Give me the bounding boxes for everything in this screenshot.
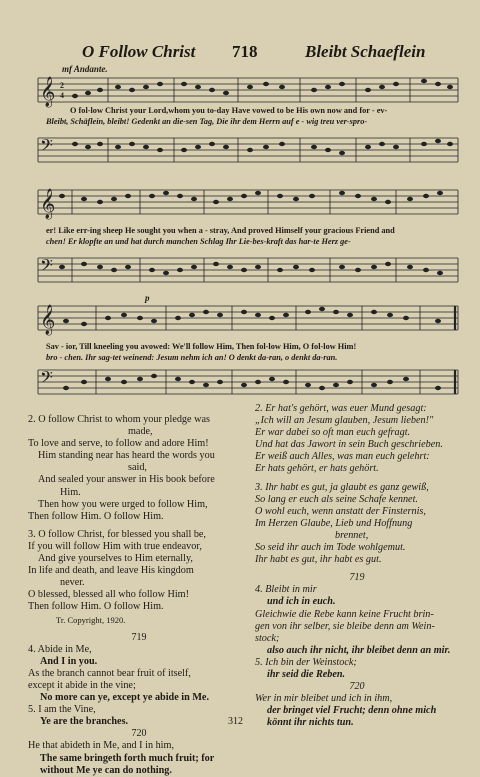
hymn-number: 718 <box>232 42 258 61</box>
verse-line: brennet, <box>335 529 369 541</box>
lyric-de-2: chen! Er klopfte an und hat durch manchen Schlag Ihr Lie-bes-kraft das har-te Herz ge- <box>46 237 351 246</box>
verse-line: So lang er euch als seine Schafe kennet. <box>255 493 418 505</box>
reading-line: 4. Abide in Me, <box>28 643 92 655</box>
response-line: Ye are the branches. <box>40 716 129 728</box>
treble-staff-3 <box>0 300 480 340</box>
svg-text:𝄞: 𝄞 <box>40 77 56 106</box>
verse-line: Im Herzen Glaube, Lieb und Hoffnung <box>255 517 413 529</box>
response-line: without Me ye can do nothing. <box>40 764 172 776</box>
verse-line: So seid ihr auch im Tode wohlgemut. <box>255 542 406 554</box>
svg-text:𝄞: 𝄞 <box>40 305 56 334</box>
lyric-de-1: Bleibt, Schäflein, bleibt! Gedenkt an die-sen Tag, Die ihr dem Herrn auf e - wig treu ver-spro- <box>46 117 368 126</box>
reading-line: He that abideth in Me, and I in him, <box>28 740 174 752</box>
reading-line: 5. Ich bin der Weinstock; <box>255 656 357 668</box>
reading-line: Gleichwie die Rebe kann keine Frucht brin- <box>255 608 434 620</box>
response-line: und ich in euch. <box>267 596 336 608</box>
svg-text:𝄢: 𝄢 <box>40 369 53 391</box>
verse-line: O blessed, blessed all who follow Him! <box>28 589 189 601</box>
page-number: 312 <box>228 716 243 727</box>
responsive-reading-720-en <box>28 740 250 776</box>
lyric-en-1: O fol-low Christ your Lord,whom you to-day Have vowed to be His own now and for - ev- <box>70 106 388 115</box>
reading-number-719: 719 <box>349 572 365 584</box>
reading-line: except it abide in the vine; <box>28 679 136 691</box>
response-line: der bringet viel Frucht; denn ohne mich <box>267 705 437 717</box>
verse-line: Him. <box>60 486 81 498</box>
verse-line: Then follow Him. O follow Him. <box>28 510 164 522</box>
response-line: No more can ye, except ye abide in Me. <box>40 692 209 704</box>
svg-text:𝄢: 𝄢 <box>40 137 53 159</box>
responsive-reading-719-en <box>28 644 250 729</box>
reading-number-720: 720 <box>349 681 365 693</box>
response-line: And I in you. <box>40 655 98 667</box>
verse-line: made, <box>128 426 153 438</box>
verse-line: never. <box>60 577 85 589</box>
reading-line: Wer in mir bleibet und ich in ihm, <box>255 693 393 705</box>
lyric-en-2: er! Like err-ing sheep He sought you when a - stray, And proved Himself your gracious Friend and <box>46 226 395 235</box>
verse-line: Er weiß auch Alles, was man euch gelehrt: <box>255 451 430 463</box>
verse-line: O wohl euch, wenn anstatt der Finsternis, <box>255 505 426 517</box>
svg-text:𝄞: 𝄞 <box>40 189 56 218</box>
svg-text:4: 4 <box>60 91 64 100</box>
german-column <box>255 403 459 729</box>
english-title: O Follow Christ <box>82 42 196 61</box>
dynamic-mark: p <box>145 293 150 303</box>
verse-line: 2. O follow Christ to whom your pledge was <box>28 414 210 425</box>
treble-staff-2 <box>0 184 480 224</box>
bass-staff-3 <box>0 364 480 404</box>
german-title: Bleibt Schaeflein <box>305 42 426 61</box>
verse-line: 3. O follow Christ, for blessed you shall be, <box>28 528 206 540</box>
verse-line: Er war dabei so oft man euch gefragt. <box>255 427 411 439</box>
reading-number-720: 720 <box>131 728 147 740</box>
verse-line: And give yourselves to Him eternally, <box>38 553 193 565</box>
verse-line: If you will follow Him with true endeavor, <box>28 540 202 552</box>
responsive-reading-720-de <box>255 693 459 729</box>
reading-line: gen von ihr selber, sie bleibe denn am Wein- <box>255 620 435 632</box>
verse-line: 3. Ihr habt es gut, ja glaubt es ganz gewiß, <box>255 481 429 493</box>
verse-line: said, <box>128 462 147 474</box>
reading-line: stock; <box>255 632 280 644</box>
bass-staff-2 <box>0 252 480 292</box>
verse-line: Ihr habt es gut, ihr habt es gut. <box>255 554 382 566</box>
response-line: könnt ihr nichts tun. <box>267 717 354 729</box>
english-column <box>28 414 250 777</box>
verse-line: Und hat das Jawort in sein Buch geschrieben. <box>255 439 443 451</box>
copyright-note: Tr. Copyright, 1920. <box>56 614 126 625</box>
verse-line: „Ich will an Jesum glauben, Jesum lieben!" <box>255 415 434 427</box>
svg-text:2: 2 <box>60 81 64 90</box>
lyric-de-3: bro - chen. Ihr sag-tet weinend: Jesum nehm ich an! O denkt da-ran, o denkt da-ran. <box>46 353 338 362</box>
verse-line: Then follow Him. O follow Him. <box>28 601 164 613</box>
reading-line: As the branch cannot bear fruit of itself, <box>28 667 191 679</box>
response-line: The same bringeth forth much fruit; for <box>40 752 215 764</box>
reading-number-719: 719 <box>131 631 147 643</box>
reading-line: 4. Bleibt in mir <box>255 584 317 596</box>
verse-line: Then how you were urged to follow Him, <box>38 498 208 510</box>
verse-line: Him standing near has heard the words you <box>38 450 215 462</box>
verse-line: To love and serve, to follow and adore Him! <box>28 438 209 450</box>
response-line: ihr seid die Reben. <box>267 668 346 680</box>
responsive-reading-719-de <box>255 584 459 681</box>
tempo-mark: mf Andante. <box>62 64 108 74</box>
lyric-en-3: Sav - ior, Till kneeling you avowed: We'll follow Him, Then fol-low Him, O fol-low Him! <box>46 342 357 351</box>
verse-line: 2. Er hat's gehört, was euer Mund gesagt: <box>255 403 427 414</box>
reading-line: 5. I am the Vine, <box>28 704 96 716</box>
verse-line: In life and death, and leave His kingdom <box>28 565 194 577</box>
verse-line: Er hats gehört, er hats gehört. <box>255 463 379 475</box>
svg-text:𝄢: 𝄢 <box>40 257 53 279</box>
verse-line: And sealed your answer in His book before <box>38 474 215 486</box>
bass-staff-1 <box>0 132 480 172</box>
response-line: also auch ihr nicht, ihr bleibet denn an mir. <box>267 644 451 656</box>
